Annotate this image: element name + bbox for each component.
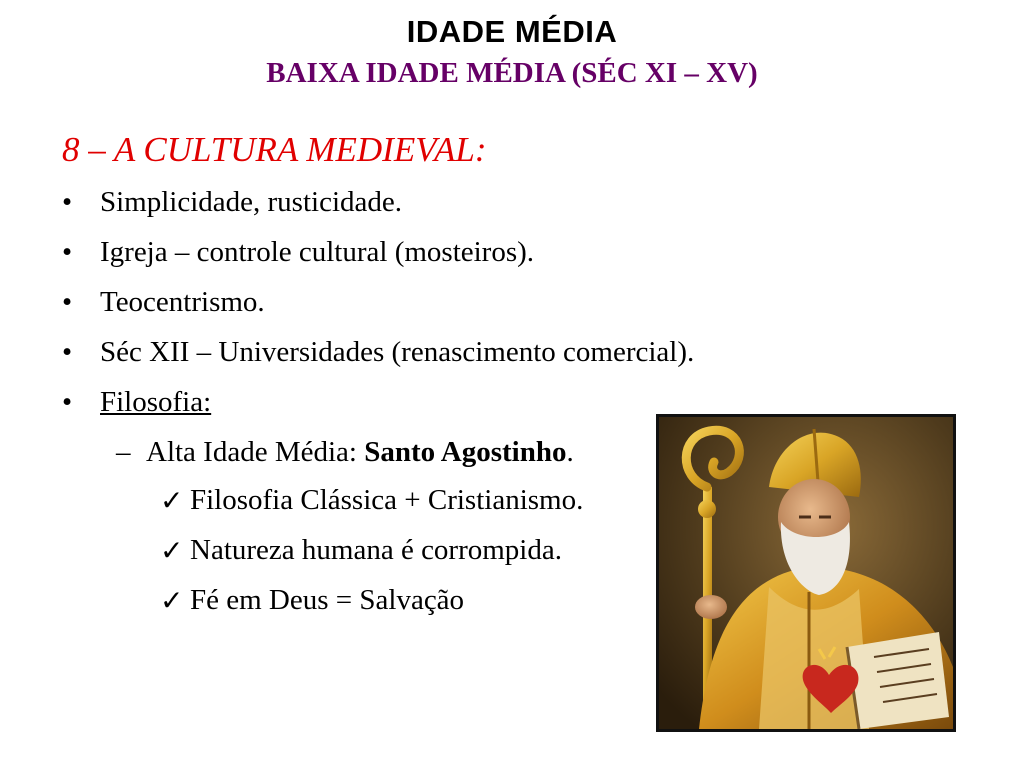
bullet-item-filosofia: Filosofia:	[100, 386, 212, 418]
sub-item-bold: Santo Agostinho	[364, 436, 567, 468]
bullet-icon: •	[62, 236, 73, 268]
sub-item-dash: –	[116, 436, 131, 468]
bullet-icon: •	[62, 336, 73, 368]
sub-item-suffix: .	[566, 436, 574, 468]
bullet-item: Simplicidade, rusticidade.	[100, 186, 403, 218]
bullet-icon: •	[62, 386, 73, 418]
check-item: Filosofia Clássica + Cristianismo.	[190, 484, 584, 516]
bullet-icon: •	[62, 186, 73, 218]
sub-item-prefix: Alta Idade Média:	[146, 436, 365, 468]
bullet-item: Séc XII – Universidades (renascimento comercial).	[100, 336, 695, 368]
check-item: Fé em Deus = Salvação	[190, 584, 465, 616]
bullet-icon: •	[62, 286, 73, 318]
sub-item	[146, 436, 574, 469]
slide-subtitle: BAIXA IDADE MÉDIA (SÉC XI – XV)	[266, 57, 758, 89]
check-item: Natureza humana é corrompida.	[190, 534, 562, 566]
slide-title: IDADE MÉDIA	[406, 14, 618, 49]
check-icon: ✓	[160, 486, 184, 517]
bullet-item: Igreja – controle cultural (mosteiros).	[100, 236, 535, 268]
section-heading: 8 – A CULTURA MEDIEVAL:	[62, 130, 487, 169]
check-icon: ✓	[160, 536, 184, 567]
check-icon: ✓	[160, 586, 184, 617]
portrait-illustration	[659, 417, 953, 729]
saint-augustine-portrait-icon	[656, 414, 956, 732]
bullet-item: Teocentrismo.	[100, 286, 265, 318]
